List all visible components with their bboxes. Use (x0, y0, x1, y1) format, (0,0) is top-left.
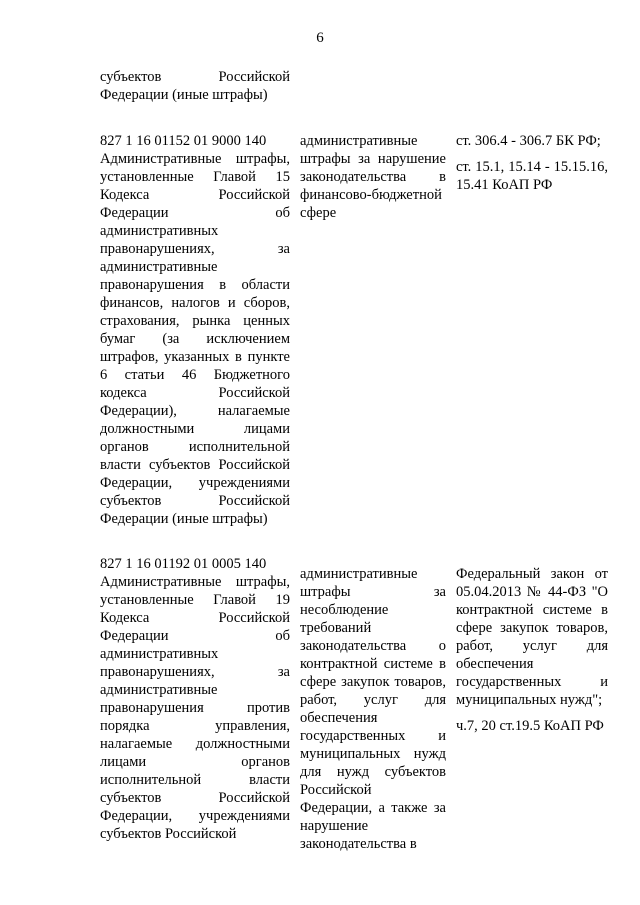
row-basis-cell (456, 565, 608, 735)
row-description-cell (100, 132, 290, 528)
row-basis-item: ст. 306.4 - 306.7 БК РФ; (456, 133, 601, 149)
kbk-code: 827 1 16 01152 01 9000 140 (100, 133, 267, 149)
continuation-line: субъектов Российской (100, 69, 290, 85)
row-basis-item: Федеральный закон от 05.04.2013 № 44-ФЗ "О контрактной системе в сфере закупок товаров, работ, услуг для обеспечения государственных и муниципальных нужд"; (456, 566, 608, 708)
row-category-cell (300, 565, 446, 853)
continuation-text (100, 68, 290, 104)
continuation-line: Федерации (иные штрафы) (100, 87, 268, 103)
row-category-cell (300, 132, 446, 222)
row-description-cell (100, 555, 290, 843)
row-description: Административные штрафы, установленные Главой 15 Кодекса Российской Федерации об административных правонарушениях, за административные правонарушения в области финансов, налогов и сборов, страхования, рынка ценных бумаг (за исключением штрафов, указанных в пункте 6 статьи 46 Бюджетного кодекса Российской Федерации), налагаемые должностными лицами органов исполнительной власти субъектов Российской Федерации, учреждениями субъектов Российской Федерации (иные штрафы) (100, 151, 290, 527)
kbk-code: 827 1 16 01192 01 0005 140 (100, 556, 267, 572)
row-basis-item: ч.7, 20 ст.19.5 КоАП РФ (456, 718, 604, 734)
row-category: административные штрафы за несоблюдение требований законодательства о контрактной системе в сфере закупок товаров, работ, услуг для обеспечения государственных и муниципальных нужд для нужд субъектов Российской Федерации, а также за нарушение законодательства в (300, 566, 446, 852)
row-description: Административные штрафы, установленные Главой 19 Кодекса Российской Федерации об административных правонарушениях, за административные правонарушения против порядка управления, налагаемые должностными лицами органов исполнительной власти субъектов Российской Федерации, учреждениями субъектов Российской (100, 574, 290, 842)
row-category: административные штрафы за нарушение законодательства в финансово-бюджетной сфере (300, 133, 446, 221)
row-basis-cell (456, 132, 608, 194)
row-basis-item: ст. 15.1, 15.14 - 15.15.16, 15.41 КоАП РФ (456, 159, 608, 193)
page-number: 6 (316, 30, 324, 46)
